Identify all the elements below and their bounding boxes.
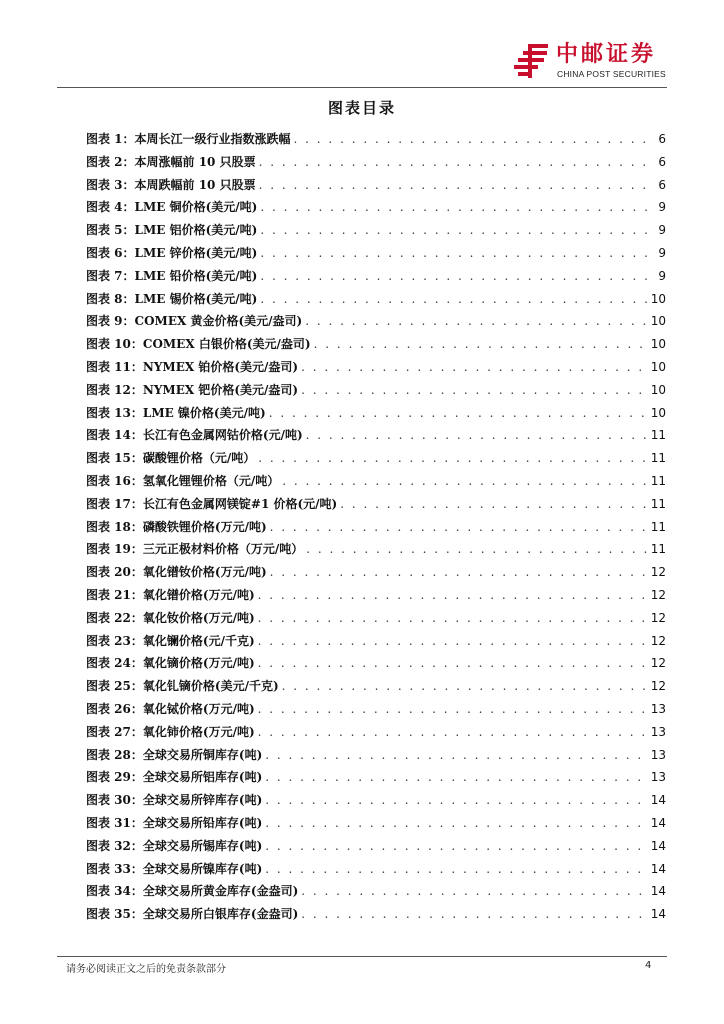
toc-entry-page: 11 xyxy=(650,428,666,443)
toc-entry-title: LME 铝价格(美元/吨) xyxy=(134,223,258,238)
toc-dot-leader xyxy=(265,766,647,789)
toc-entry-label: 图表 20： xyxy=(86,565,143,580)
toc-entry-label: 图表 15： xyxy=(86,451,143,466)
page-header xyxy=(0,0,724,88)
toc-entry-page: 10 xyxy=(650,359,666,374)
toc-entry[interactable] xyxy=(86,493,666,516)
toc-dot-leader xyxy=(260,288,647,311)
toc-entry[interactable] xyxy=(86,584,666,607)
toc-entry[interactable] xyxy=(86,310,666,333)
toc-entry-label: 图表 18： xyxy=(86,519,143,534)
toc-entry-title: 氧化铈价格(万元/吨) xyxy=(142,724,255,739)
footer-divider xyxy=(57,956,667,957)
toc-entry-title: 全球交易所镍库存(吨) xyxy=(142,861,263,876)
footer-disclaimer: 请务必阅读正文之后的免责条款部分 xyxy=(66,964,226,975)
toc-entry-label: 图表 32： xyxy=(86,838,143,853)
toc-dot-leader xyxy=(270,516,648,539)
toc-entry-label: 图表 29： xyxy=(86,770,143,785)
toc-entry-page: 6 xyxy=(658,132,666,146)
toc-entry-title: 本周长江一级行业指数涨跌幅 xyxy=(134,132,291,146)
toc-entry-page: 13 xyxy=(650,701,666,716)
toc-entry-title: 氢氧化锂锂价格（元/吨） xyxy=(142,473,280,488)
toc-entry[interactable] xyxy=(86,379,666,402)
toc-entry-label: 图表 23： xyxy=(86,633,143,648)
toc-entry[interactable] xyxy=(86,151,666,174)
toc-entry[interactable] xyxy=(86,288,666,311)
toc-entry-label: 图表 25： xyxy=(86,679,143,694)
toc-dot-leader xyxy=(305,310,648,333)
toc-entry-label: 图表 14： xyxy=(86,428,143,443)
toc-entry-label: 图表 3： xyxy=(86,177,135,192)
toc-entry[interactable] xyxy=(86,812,666,835)
toc-entry-page: 14 xyxy=(650,884,666,899)
toc-entry-page: 9 xyxy=(658,245,666,260)
toc-entry[interactable] xyxy=(86,402,666,425)
toc-entry-title: 全球交易所铜库存(吨) xyxy=(142,747,263,762)
toc-entry-title: 氧化镝价格(万元/吨) xyxy=(142,656,255,671)
toc-entry-title: 全球交易所黄金库存(金盎司) xyxy=(142,884,299,899)
toc-entry-title: COMEX 白银价格(美元/盎司) xyxy=(142,337,311,352)
toc-dot-leader xyxy=(301,379,648,402)
toc-entry[interactable] xyxy=(86,561,666,584)
header-divider xyxy=(57,87,667,88)
toc-entry[interactable] xyxy=(86,242,666,265)
page-number: 4 xyxy=(645,960,652,971)
toc-entry-label: 图表 22： xyxy=(86,610,143,625)
toc-entry-title: 磷酸铁锂价格(万元/吨) xyxy=(142,519,267,534)
toc-entry-page: 12 xyxy=(650,633,666,648)
toc-entry-title: 本周涨幅前 10 只股票 xyxy=(134,154,256,169)
toc-entry-label: 图表 24： xyxy=(86,656,143,671)
toc-entry-label: 图表 10： xyxy=(86,337,143,352)
toc-entry[interactable] xyxy=(86,219,666,242)
toc-dot-leader xyxy=(314,333,648,356)
toc-dot-leader xyxy=(258,721,648,744)
toc-entry-label: 图表 5： xyxy=(86,223,135,238)
toc-entry[interactable] xyxy=(86,903,666,926)
toc-dot-leader xyxy=(265,835,647,858)
toc-entry-label: 图表 11： xyxy=(86,359,143,374)
toc-entry[interactable] xyxy=(86,174,666,197)
toc-entry-page: 13 xyxy=(650,747,666,762)
toc-entry-page: 12 xyxy=(650,565,666,580)
toc-dot-leader xyxy=(258,607,648,630)
toc-entry-label: 图表 34： xyxy=(86,884,143,899)
toc-dot-leader xyxy=(270,561,648,584)
toc-entry[interactable] xyxy=(86,698,666,721)
toc-entry-title: 全球交易所锌库存(吨) xyxy=(142,793,263,808)
toc-entry-page: 11 xyxy=(650,496,666,511)
toc-dot-leader xyxy=(282,675,648,698)
toc-entry[interactable] xyxy=(86,630,666,653)
toc-entry[interactable] xyxy=(86,652,666,675)
toc-entry[interactable] xyxy=(86,675,666,698)
toc-entry-page: 14 xyxy=(650,793,666,808)
toc-entry-page: 11 xyxy=(650,519,666,534)
toc-entry-page: 11 xyxy=(650,451,666,466)
toc-dot-leader xyxy=(260,219,655,242)
toc-entry-label: 图表 19： xyxy=(86,542,143,557)
toc-entry-title: LME 锡价格(美元/吨) xyxy=(134,291,258,306)
toc-entry[interactable] xyxy=(86,880,666,903)
toc-entry-title: 氧化镧价格(元/千克) xyxy=(142,633,255,648)
toc-dot-leader xyxy=(258,630,648,653)
toc-entry-title: 氧化镨钕价格(万元/吨) xyxy=(142,565,267,580)
toc-dot-leader xyxy=(265,789,647,812)
toc-dot-leader xyxy=(258,652,648,675)
toc-entry-label: 图表 6： xyxy=(86,245,135,260)
toc-entry[interactable] xyxy=(86,858,666,881)
toc-dot-leader xyxy=(265,858,647,881)
toc-entry[interactable] xyxy=(86,721,666,744)
toc-entry-title: 本周跌幅前 10 只股票 xyxy=(134,177,256,192)
toc-entry-label: 图表 8： xyxy=(86,291,135,306)
toc-entry-page: 12 xyxy=(650,610,666,625)
toc-entry-label: 图表 33： xyxy=(86,861,143,876)
toc-entry[interactable] xyxy=(86,607,666,630)
toc-entry-page: 12 xyxy=(650,679,666,694)
toc-entry[interactable] xyxy=(86,196,666,219)
toc-entry-title: 氧化钆镝价格(美元/千克) xyxy=(142,679,279,694)
toc-entry-page: 10 xyxy=(650,405,666,420)
toc-entry-page: 14 xyxy=(650,907,666,922)
toc-dot-leader xyxy=(306,424,648,447)
toc-entry-page: 14 xyxy=(650,815,666,830)
toc-entry-title: 全球交易所铝库存(吨) xyxy=(142,770,263,785)
toc-entry[interactable] xyxy=(86,744,666,767)
toc-entry-label: 图表 26： xyxy=(86,701,143,716)
toc-entry-title: 氧化镨价格(万元/吨) xyxy=(142,587,255,602)
toc-entry[interactable] xyxy=(86,835,666,858)
toc-entry[interactable] xyxy=(86,128,666,151)
toc-entry-page: 14 xyxy=(650,838,666,853)
toc-entry-page: 11 xyxy=(650,542,666,557)
toc-entry-title: 氧化钕价格(万元/吨) xyxy=(142,610,255,625)
toc-dot-leader xyxy=(340,493,648,516)
toc-entry-label: 图表 7： xyxy=(86,268,135,283)
toc-entry-title: 碳酸锂价格（元/吨） xyxy=(142,451,256,466)
toc-entry-title: NYMEX 铂价格(美元/盎司) xyxy=(142,359,299,374)
toc-entry-title: LME 铅价格(美元/吨) xyxy=(134,268,258,283)
toc-entry-label: 图表 31： xyxy=(86,815,143,830)
toc-entry-title: 长江有色金属网钴价格(元/吨) xyxy=(142,428,303,443)
toc-dot-leader xyxy=(282,470,647,493)
toc-entry-label: 图表 9： xyxy=(86,314,135,329)
toc-entry-title: LME 铜价格(美元/吨) xyxy=(134,200,258,215)
brand-name-en: CHINA POST SECURITIES xyxy=(557,69,666,79)
toc-entry[interactable] xyxy=(86,333,666,356)
toc-entry-label: 图表 35： xyxy=(86,907,143,922)
toc-dot-leader xyxy=(260,196,655,219)
toc-entry-page: 14 xyxy=(650,861,666,876)
toc-entry-label: 图表 21： xyxy=(86,587,143,602)
toc-entry-page: 12 xyxy=(650,587,666,602)
toc-entry[interactable] xyxy=(86,789,666,812)
toc-entry-page: 10 xyxy=(650,314,666,329)
brand-name-cn: 中邮证券 xyxy=(556,42,657,67)
toc-dot-leader xyxy=(265,812,647,835)
toc-entry-page: 9 xyxy=(658,223,666,238)
toc-entry-label: 图表 1： xyxy=(86,132,135,146)
toc-entry[interactable] xyxy=(86,538,666,561)
toc-entry-page: 11 xyxy=(650,473,666,488)
china-post-logo-icon xyxy=(514,44,550,78)
toc-entry-label: 图表 30： xyxy=(86,793,143,808)
toc-entry-title: 全球交易所白银库存(金盎司) xyxy=(142,907,299,922)
toc-entry-title: LME 锌价格(美元/吨) xyxy=(134,245,258,260)
toc-entry-title: 三元正极材料价格（万元/吨） xyxy=(142,542,304,557)
toc-dot-leader xyxy=(306,538,647,561)
toc-entry-page: 9 xyxy=(658,268,666,283)
toc-entry-title: COMEX 黄金价格(美元/盎司) xyxy=(134,314,303,329)
toc-dot-leader xyxy=(259,151,656,174)
toc-entry[interactable] xyxy=(86,356,666,379)
table-of-figures xyxy=(86,128,666,926)
toc-entry[interactable] xyxy=(86,516,666,539)
toc-entry-page: 13 xyxy=(650,724,666,739)
toc-entry-label: 图表 12： xyxy=(86,382,143,397)
toc-dot-leader xyxy=(301,880,647,903)
toc-dot-leader xyxy=(258,447,647,470)
toc-dot-leader xyxy=(258,698,648,721)
toc-entry-page: 12 xyxy=(650,656,666,671)
toc-entry-title: 全球交易所铅库存(吨) xyxy=(142,815,263,830)
toc-entry[interactable] xyxy=(86,424,666,447)
toc-dot-leader xyxy=(301,356,648,379)
toc-entry-title: 氧化铽价格(万元/吨) xyxy=(142,701,255,716)
toc-entry-page: 6 xyxy=(658,177,666,192)
toc-entry-page: 10 xyxy=(650,291,666,306)
toc-entry[interactable] xyxy=(86,447,666,470)
toc-entry-label: 图表 28： xyxy=(86,747,143,762)
toc-entry[interactable] xyxy=(86,766,666,789)
toc-dot-leader xyxy=(258,584,648,607)
toc-entry-label: 图表 27： xyxy=(86,724,143,739)
toc-entry-title: LME 镍价格(美元/吨) xyxy=(142,405,266,420)
toc-entry[interactable] xyxy=(86,470,666,493)
toc-dot-leader xyxy=(301,903,647,926)
toc-entry-title: 长江有色金属网镁锭#1 价格(元/吨) xyxy=(142,496,338,511)
toc-entry[interactable] xyxy=(86,265,666,288)
toc-entry-label: 图表 2： xyxy=(86,154,135,169)
toc-entry-page: 9 xyxy=(658,200,666,215)
toc-dot-leader xyxy=(294,128,656,151)
toc-dot-leader xyxy=(259,174,656,197)
toc-dot-leader xyxy=(260,265,655,288)
toc-entry-page: 10 xyxy=(650,337,666,352)
toc-entry-label: 图表 16： xyxy=(86,473,143,488)
toc-entry-title: NYMEX 钯价格(美元/盎司) xyxy=(142,382,299,397)
toc-entry-label: 图表 4： xyxy=(86,200,135,215)
toc-entry-page: 10 xyxy=(650,382,666,397)
toc-entry-label: 图表 13： xyxy=(86,405,143,420)
toc-dot-leader xyxy=(269,402,648,425)
toc-entry-page: 13 xyxy=(650,770,666,785)
toc-title: 图表目录 xyxy=(327,99,396,117)
toc-entry-page: 6 xyxy=(658,154,666,169)
toc-entry-label: 图表 17： xyxy=(86,496,143,511)
toc-entry-title: 全球交易所锡库存(吨) xyxy=(142,838,263,853)
toc-dot-leader xyxy=(265,744,647,767)
toc-dot-leader xyxy=(260,242,655,265)
